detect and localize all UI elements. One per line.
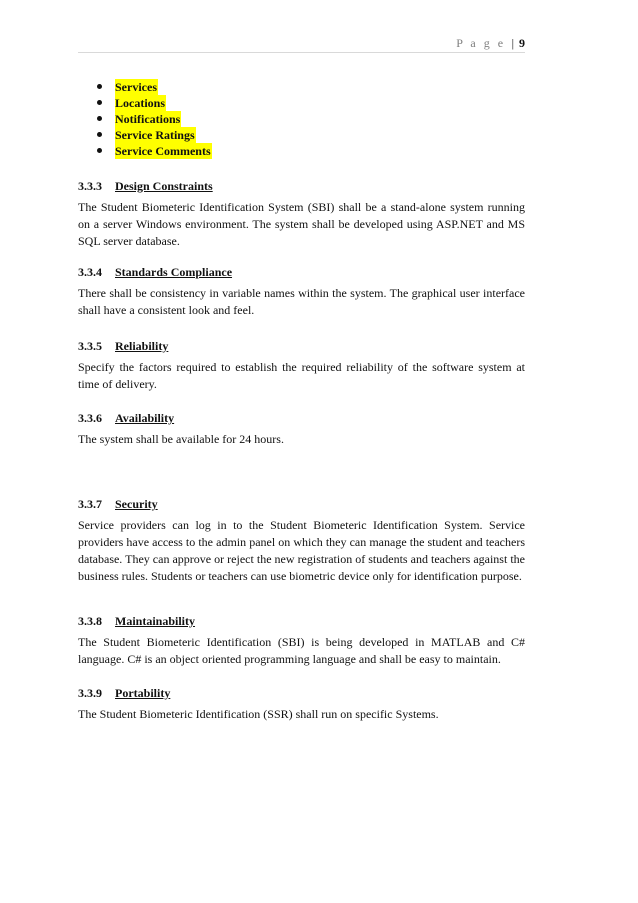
section-availability xyxy=(78,411,525,448)
bullet-icon xyxy=(97,148,102,153)
bullet-icon xyxy=(97,116,102,121)
section-heading xyxy=(78,411,525,426)
section-title: Reliability xyxy=(115,339,169,353)
section-title: Security xyxy=(115,497,158,511)
section-body: The system shall be available for 24 hours. xyxy=(78,432,284,446)
bullet-icon xyxy=(97,132,102,137)
page-label: P a g e xyxy=(456,36,506,50)
section-heading xyxy=(78,614,525,629)
section-body: The Student Biometeric Identification (SSR) shall run on specific Systems. xyxy=(78,707,439,721)
list-item-label: Service Comments xyxy=(115,144,211,158)
section-title: Portability xyxy=(115,686,171,700)
list-item-label: Services xyxy=(115,80,157,94)
section-heading xyxy=(78,179,525,194)
section-number: 3.3.7 xyxy=(78,497,102,511)
section-heading xyxy=(78,339,525,354)
section-body: There shall be consistency in variable names within the system. The graphical user interface shall have a consistent look and feel. xyxy=(78,286,525,317)
section-title: Maintainability xyxy=(115,614,196,628)
section-number: 3.3.9 xyxy=(78,686,102,700)
page-separator: | xyxy=(511,36,514,50)
section-maintainability xyxy=(78,614,525,668)
section-heading xyxy=(78,497,525,512)
section-title: Standards Compliance xyxy=(115,265,233,279)
section-standards-compliance xyxy=(78,265,525,319)
section-number: 3.3.6 xyxy=(78,411,102,425)
list-item-label: Service Ratings xyxy=(115,128,195,142)
page-header xyxy=(78,36,525,53)
section-heading xyxy=(78,265,525,280)
list-item-label: Locations xyxy=(115,96,166,110)
section-body: Service providers can log in to the Student Biometeric Identification System. Service providers have access to the admin panel on which they can manage the student and teachers database. They can approve or reject the new registration of students and teachers against the business rules. Students or teachers can use biometric device only for identification purpose. xyxy=(78,518,525,583)
section-design-constraints xyxy=(78,179,525,250)
section-number: 3.3.8 xyxy=(78,614,102,628)
bullet-icon xyxy=(97,84,102,89)
section-title: Availability xyxy=(115,411,175,425)
section-number: 3.3.4 xyxy=(78,265,102,279)
page-number-value: 9 xyxy=(519,36,525,50)
section-reliability xyxy=(78,339,525,393)
page-number xyxy=(456,36,525,50)
list-item-label: Notifications xyxy=(115,112,181,126)
section-number: 3.3.5 xyxy=(78,339,102,353)
section-number: 3.3.3 xyxy=(78,179,102,193)
section-body: The Student Biometeric Identification System (SBI) shall be a stand-alone system running on a server Windows environment. The system shall be developed using ASP.NET and MS SQL server database. xyxy=(78,200,525,248)
section-body: Specify the factors required to establish the required reliability of the software system at time of delivery. xyxy=(78,360,525,391)
section-heading xyxy=(78,686,525,701)
section-body: The Student Biometeric Identification (SBI) is being developed in MATLAB and C# language. C# is an object oriented programming language and shall be easy to maintain. xyxy=(78,635,525,666)
bullet-icon xyxy=(97,100,102,105)
section-portability xyxy=(78,686,525,723)
section-security xyxy=(78,497,525,585)
section-title: Design Constraints xyxy=(115,179,213,193)
